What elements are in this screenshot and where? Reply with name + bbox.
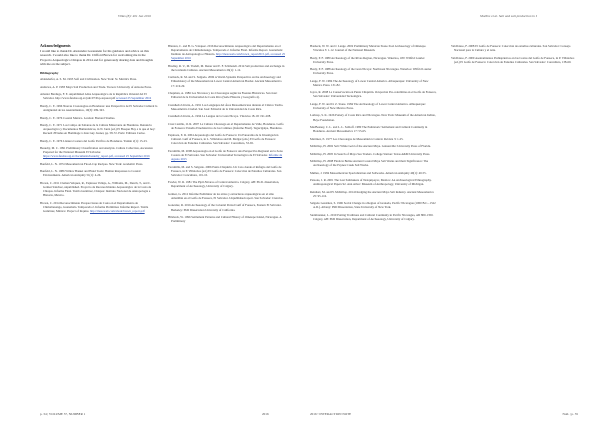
reference-author: Bonfeld, L. N. 1986	[40, 169, 65, 174]
reference-author: McKillop, H. 2002	[310, 144, 334, 149]
reference-author: Gómez, G. 2012	[168, 191, 189, 196]
running-head: Villas (8): 401 Jan 2016	[118, 14, 151, 18]
reference-author: Salgado González, S. 1996	[310, 201, 343, 206]
reference-author: Chapman, A. 1986	[168, 91, 191, 96]
reference-text: Los Lenguajes del Área Mesoamericana durante el Clásico Tardío. Mesoamérica Ciudad. San José: Editorial de la Universidad de Costa Rica.	[171, 102, 284, 111]
right-column-2	[451, 44, 578, 224]
folio: 2016 • INTERACTION NOTE	[310, 412, 352, 416]
reference-text: Archaeology of the Gran Nicoya: Northwest Nicaragua. Waterloo: Wilfrid Laurier University Press.	[313, 67, 432, 76]
reference-link[interactable]: https://www.fundar.org.sv/documents/beaudry_report.pdf, accessed 25 September 2016	[43, 154, 150, 159]
folio-page: NAL | p. 35	[562, 412, 578, 416]
reference-author: Lange, F. W. 1984	[310, 78, 333, 83]
reference-text: Preliminary Mexican Stone-Tool Archaeology of Ometepe. Vínculos 3: 1-12. Journal of the National Museum.	[313, 44, 427, 53]
reference-author: Escamilla, M. 2008	[168, 148, 192, 153]
reference-entry	[40, 181, 158, 197]
reference-author: Lange, F. W. and D. Z. Stone. 1984	[310, 101, 354, 106]
reference-text: Arqueología en el Golfo de Fonseca: una Perspectiva Regional en la Zona Costera de El Salvador. San Salvador: Universidad Tecnológica de El Salvador.	[171, 148, 283, 157]
reference-entry	[168, 180, 286, 188]
reference-entry	[310, 213, 437, 221]
reference-entry	[310, 190, 437, 198]
reference-entry	[310, 125, 437, 133]
reference-text: Coastal Mexico. London: Barnard Studies.	[63, 115, 116, 120]
reference-entry	[168, 114, 286, 118]
reference-text: Asentamientos Prehispánicos en las Costas del Golfo de Fonseca, in P. Villalobos (ed.) El Golfo de Fonseca: Colección de Estudios Culturales. San Salvador: Concultura, 138-60.	[454, 55, 575, 64]
reference-author: Brown, C. 2014	[40, 200, 60, 205]
reference-text: Sofi and Civilization. New York: St. Martin's Press.	[74, 77, 137, 82]
reference-entry	[40, 146, 158, 158]
reference-author: Steinbrenner, L. 2010	[310, 212, 337, 217]
reference-author: Mullen, J. 1984	[310, 170, 330, 175]
reference-text: Dredging the Ancient Maya Salt Industry. Ancient Mesoamerica 25: 95-116.	[313, 189, 434, 198]
reference-entry	[310, 90, 437, 98]
reference-author: Castañeda Urrutia, A. 1991	[168, 102, 202, 107]
reference-text: Potting Traditions and Cultural Continuity in Pacific Nicaragua, AD 800-1350. Calgary, AB: PhD Dissertation, Department of Archaeology, University of Calgary.	[313, 212, 434, 221]
right-page-columns	[310, 44, 578, 224]
reference-text: Archaeology of the Colonial Period Gulf of Fonseca, Eastern El Salvador. Berkeley: PhD Dissertation University of California.	[171, 203, 282, 212]
reference-author: Hasbeck, W. W. and J. Lange. 2002	[310, 44, 354, 48]
reference-author: Espinoza, E. R. 2004	[168, 133, 194, 138]
left-column-2	[168, 44, 286, 227]
reference-text: Preliminary Classification and Analysis. Cultura Collection, Ascension Prepared for the National Museum El Salvador.	[43, 146, 153, 155]
reference-text: A World-Systems Perspective on the Archaeology and Ethnohistory of the Mesoamerican Lower Central American Border. Ancient Mesoamerica 17: 219-29.	[171, 75, 282, 88]
reference-text: Mesoamerican Specialization and Saltworks. American Antiquity 49(1): 40-55.	[329, 170, 427, 175]
reference-entry	[168, 75, 286, 87]
reference-link[interactable]: http://mesoweb.com/about/brown_report.pdf	[89, 208, 145, 213]
reference-text: Reconocimiento Prospecciones de Costa en el Departamento de Chimaltenango, Guatemala. Temporada 2. Informe Preliminar. Informe Report. Tuxtla Gutiérrez, México: Project of Inquire.	[43, 200, 149, 213]
reference-entry	[168, 122, 286, 130]
reference-author: Bradley, R. V., M. Tisdell, M. Dener and E. F. Schmandt. 2014	[168, 63, 245, 68]
reference-link[interactable]: accessed 25 September 2016	[116, 96, 152, 101]
reference-entry	[168, 192, 286, 200]
reference-author: Joyce, R. 2008	[310, 90, 329, 95]
reference-author: Healy, P. F. 1980	[310, 55, 331, 60]
reference-text: Settlement Patterns and Cultural History of Ometepe Island, Nicaragua. A Preliminary	[171, 214, 282, 224]
reference-entry	[168, 44, 286, 60]
reference-text: Salt: White Gold of the Ancient Maya. Gainesville: University Press of Florida.	[333, 144, 431, 149]
reference-entry	[40, 104, 158, 112]
reference-text: La Cultura Chorotega en el Departamento de Valle, Honduras. Golfo de Fonseca: Estudio Etnohistórico de los Caminos (Informe Final). Tegucigalpa, Honduras.	[171, 121, 284, 130]
reference-entry	[310, 171, 437, 175]
reference-author: Bandy, C. E. 1996	[40, 103, 63, 108]
reference-text: In Search of Maya Sea Traders. College Station: Texas A&M University Press.	[333, 151, 431, 156]
reference-author: Lothrop, S. K. 1926	[310, 113, 335, 118]
left-page-columns	[40, 44, 286, 227]
reference-entry	[168, 165, 286, 177]
reference-entry	[40, 92, 158, 100]
reference-entry	[310, 137, 437, 141]
reference-text: Pottery of Costa Rica and Nicaragua. New York: Museum of the American Indian, Heye Foundation.	[313, 113, 436, 122]
reference-text: Finds in Belize Ancient Coastal Maya Salt Works and their Significance: The Archaeology of the Paynes Creek Salt Works.	[313, 159, 429, 168]
reference-link[interactable]: http://mesoweb.com/brown_report2015.pdf, accessed 25 September 2016	[171, 52, 285, 61]
reference-list	[451, 44, 578, 64]
reference-text: Maya Salt Production and Trade. Tucson: University of Arizona Press.	[65, 84, 152, 89]
reference-author: Bandy, C. E. 1971	[40, 122, 63, 127]
reference-text: The Archaeology of Lower Central America. Albuquerque: University of New Mexico Press.	[313, 101, 426, 110]
folio: p. 34 | VOLUME 37, NUMBER 1	[40, 412, 86, 416]
reference-entry	[40, 123, 158, 135]
reference-entry	[310, 67, 437, 75]
reference-author: Bonfeld, L. N. 1974	[40, 161, 65, 166]
reference-author: Blanton, C. and B. G. Vázquez. 2016	[168, 44, 214, 48]
reference-author: McKillop, H. 2005	[310, 151, 334, 156]
reference-entry	[310, 152, 437, 156]
reference-entry	[310, 56, 437, 64]
reference-author: Brown, C. 2011	[40, 180, 60, 185]
reference-text: Punta Chiquirín. Un Coto donde el Refugio del Golfo de Fonseca, in P. Villalobos (ed.) El Golfo de Fonseca: Colección de Estudios Culturales. San Salvador: Concultura, 101-10.	[171, 164, 282, 177]
reference-text: Informe Preliminar de los sitios y estructuras arqueológicas en el sitio Amatitlán en el Golfo de Fonseca, El Salvador. Unpublished report. San Salvador: Ciencias.	[171, 191, 284, 200]
reference-author: Aldenderfer, A. S. M. 1993	[40, 77, 74, 82]
reference-text: Llanura Costera del Golfo Pacífico de Honduras. Yaxkin 2(1): 15-23.	[63, 138, 148, 143]
reference-entry	[310, 113, 437, 121]
reference-author: Andrews, A. P. 1983	[40, 84, 66, 89]
reference-entry	[168, 203, 286, 211]
reference-text: Social Change in a Region of Granada, Pacific Nicaragua (1000 B.C.–1522 A.D.). Albany: PhD Dissertation, State University of New York.	[313, 201, 436, 210]
reference-author: Gonzalez, R. 2016	[168, 203, 191, 208]
reference-list	[168, 44, 286, 223]
reference-entry	[168, 215, 286, 223]
reference-author: Escamilla, M. and S. Salgado. 2006	[168, 164, 212, 169]
reference-text: Reconocimiento Arqueológico del Departamento en el Departamento de Chimaltenango. Temporada 2. Informe Final. Informe Report. Guatemala: Instituto de Antropología e Historia.	[171, 44, 284, 57]
reference-entry	[310, 44, 437, 52]
reference-entry	[40, 201, 158, 213]
reference-text: Los Campo de Sabanas de la Cultura Mistecante de Honduras. Denuncia Arqueológica y Documentos Humanísticos, in N. Jantz (ed.) El Bosque Hoy a la que el hoy: Recueil d'Etudes en Hommage à Jean Guy Jounet, pp. 58-72. Paris: Editions Cerise.	[43, 122, 156, 136]
reference-author: Beaudry, M. C. 1991	[40, 146, 66, 151]
reference-text: Mesoamerican Flood-Cap Recipes. New York: Academic Press.	[65, 161, 144, 166]
reference-author: Valdivieso, F. 2008	[451, 44, 475, 48]
running-head: Mullins et al. Salt and salt production in I	[480, 14, 537, 18]
reference-text: The Last Saltmakers of Nexquipayac, Mexico: An Archaeological Ethnography. Anthropological Papers 92. Ann Arbor: Museum of Anthropology, University of Michigan.	[313, 178, 432, 187]
reference-text: Willow Basket and Hand Tools: Human Responses to Coastal Environments. American Antiquity 51(1): 4-26.	[43, 169, 141, 178]
reference-entry	[310, 201, 437, 209]
reference-entry	[310, 159, 437, 167]
reference-author: McKillop, H. 2008	[310, 159, 334, 164]
reference-entry	[168, 133, 286, 145]
reference-entry	[40, 116, 158, 120]
left-column-1	[40, 44, 158, 227]
reference-author: Parsons, J. R. 2001	[310, 178, 334, 183]
folio-year: 2016	[262, 412, 269, 416]
reference-text: Los Nicaraos y los Chorotegas según las Fuentes Históricas. San José: Editorial de la Universidad de Costa Rica (Serie Historia y Geografía 4).	[171, 91, 278, 100]
reference-text: Los Chorotegas de Mesoamérica Central. Revista 3: 1-25.	[332, 136, 404, 141]
reference-entry	[310, 79, 437, 87]
bibliography-heading: Bibliography	[40, 71, 59, 76]
reference-author: Reinhart, M. and H. McKillop. 2014	[310, 189, 355, 194]
reference-list	[310, 44, 437, 221]
reference-link[interactable]: Informe de Agosto 2015	[171, 153, 283, 162]
reference-entry	[451, 44, 578, 52]
reference-text: The Prehistoric Settlement and Cultural Continuity in Honduras. Ancient Mesoamerica 17: 55-65.	[313, 125, 428, 134]
reference-author: Amador Berdugo, F. E. unpublished	[40, 92, 85, 97]
reference-author: Martinez, E. 1977	[310, 136, 332, 141]
reference-author: MacBeaney, C. L. and L. L. Sabloff. 1980	[310, 125, 362, 130]
reference-text: Salt production and exchange in the lowlands Cultures. Ancient Mesoamerica 26(1): 1-12.	[171, 63, 285, 72]
reference-entry	[310, 178, 437, 186]
right-page	[300, 0, 600, 424]
reference-author: Valdivieso, F. 2009	[451, 55, 475, 60]
reference-text: El Golfo de Fonseca: Colección de estudios culturales. San Salvador: Consejo Nacional para la Cultura y el Arte.	[454, 44, 571, 53]
reference-text: Atlas Arqueológico de la República Oriental del El Salvador. http://www.fundar.org.sv/pub/07/Pop.arqueol.pdf	[43, 92, 147, 101]
reference-entry	[40, 169, 158, 177]
reference-text: The Archaeology of Lower Central America. Albuquerque: University of New Mexico Press. 131-82.	[313, 78, 429, 87]
reference-text: La Lengua de la Gran Nicoya. Vínculos 18-19: 191-208.	[202, 114, 272, 119]
reference-entry	[40, 77, 158, 81]
reference-author: Hilsbeck, W. 1996	[168, 214, 191, 219]
reference-entry	[451, 56, 578, 64]
reference-entry	[168, 91, 286, 99]
reference-author: Carmack, R. M. and S. Salgado. 2006	[168, 75, 215, 80]
reference-text: Archaeology of the Rivas Region, Nicaragua. Waterloo, ON: Wilfrid Laurier University Press.	[313, 55, 425, 64]
reference-entry	[310, 144, 437, 148]
reference-entry	[168, 103, 286, 111]
reference-text: Arqueología del Golfo de Fonseca: Un Panorama de la Investigación Cultural. Gulf of Fonseca, in L. Villalobos and M. Melgar (eds.) El Golfo de Fonseca: Colección de Estudios Culturales. San Salvador: Concultura, 53-65.	[171, 133, 279, 146]
reference-author: Bandy, C. E. 1976	[40, 138, 63, 143]
reference-entry	[168, 64, 286, 72]
reference-text: La Conservación en Punta Chiquirín. Ocupación Pre-colombina en el Golfo de Fonseca, San Salvador: Universidad Tecnológica.	[313, 90, 437, 99]
reference-author: Cruz Castillo, O. R. 2007	[168, 121, 200, 126]
reference-entry	[40, 85, 158, 89]
reference-entry	[40, 162, 158, 166]
reference-author: Bandy, C. E. 1976	[40, 115, 63, 120]
reference-author: Fowler, W. R. 1981	[168, 180, 192, 185]
reference-entry	[310, 102, 437, 110]
reference-text: Nuevas Cronologías en Honduras: una Perspectiva de El Salvador Cultural la Antigüedad de los Asentamientos, 19(3): 299-343.	[43, 103, 158, 113]
reference-text: The Pipil-Nicarao of Central America. Calgary, AB: Ph.D. dissertation, Department of Archaeology, University of Calgary.	[171, 180, 280, 189]
reference-list	[40, 77, 158, 213]
acknowledgments-heading: Acknowledgments	[40, 44, 71, 48]
reference-text: Clemen Velquez, R., Espinosa Vallejo, A., Williams, M., Dench, T., and C. Gómez Sánchez, unpublished. Proyecto de Reconocimiento Arqueológico de la Costa de Chiapas. Informe Final. Tuxtla Gutiérrez, Chiapas: Instituto Nacional de Antropología e Historia, Mexico.	[43, 180, 152, 198]
reference-author: Healy, P. F. 1988	[310, 67, 331, 72]
acknowledgments-text: I would like to thank Dr. Alexandre Gorenstein for his guidance and advice on this research. I would also like to thank Dr. Clifford Brown for welcoming me in the Proyecto Arqueológico Chiapas in 2014 and for generously sharing data and thoughts with me on the subject.	[40, 49, 153, 67]
reference-entry	[40, 139, 158, 143]
right-column-1	[310, 44, 437, 224]
reference-entry	[168, 149, 286, 161]
reference-author: Castañeda Urrutia, A. 1994	[168, 114, 202, 119]
